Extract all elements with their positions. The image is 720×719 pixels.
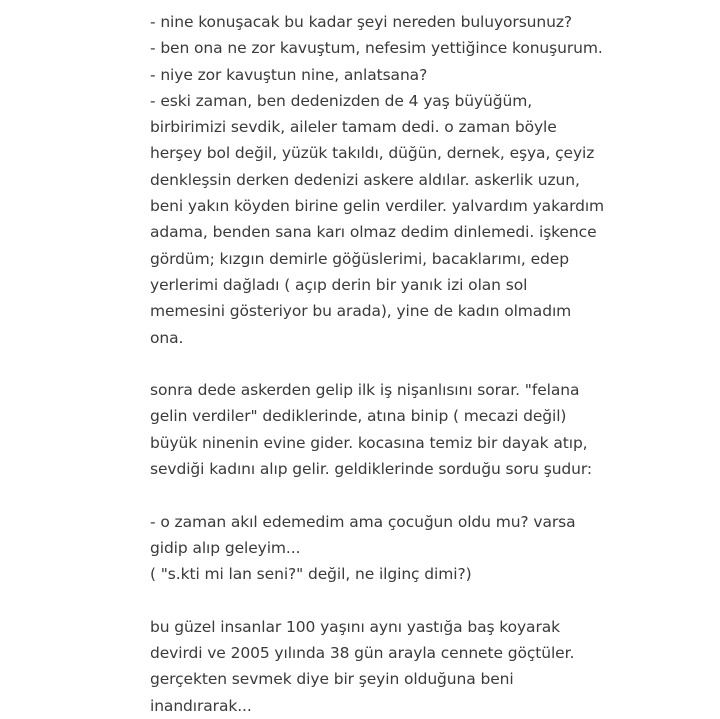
text-line: - o zaman akıl edemedim ama çocuğun oldu mu? varsa: [150, 512, 576, 531]
text-line: beni yakın köyden birine gelin verdiler. yalvardım yakardım: [150, 197, 605, 216]
text-line: gidip alıp geleyim...: [150, 538, 301, 557]
text-line: ona.: [150, 328, 184, 347]
text-line: gördüm; kızgın demirle göğüslerimi, bacaklarımı, edep: [150, 249, 569, 268]
paragraph-ending: [150, 614, 710, 719]
text-line: devirdi ve 2005 yılında 38 gün arayla cennete göçtüler.: [150, 644, 575, 663]
text-line: - eski zaman, ben dedenizden de 4 yaş büyüğüm,: [150, 91, 533, 110]
text-line: gelin verdiler" dediklerinde, atına binip ( mecazi değil): [150, 407, 567, 426]
text-line: inandırarak...: [150, 696, 252, 715]
text-line: yerlerimi dağladı ( açıp derin bir yanık izi olan sol: [150, 275, 528, 294]
text-line: denkleşsin derken dedenizi askere aldılar. askerlik uzun,: [150, 170, 580, 189]
text-line: sevdiği kadını alıp gelir. geldiklerinde sorduğu soru şudur:: [150, 460, 593, 479]
story-text: [150, 9, 710, 719]
paragraph-dialogue-intro: [150, 9, 710, 351]
paragraph-gap: [150, 482, 710, 508]
paragraph-grandfather-return: [150, 377, 710, 482]
text-line: bu güzel insanlar 100 yaşını aynı yastığa baş koyarak: [150, 617, 560, 636]
text-line: - nine konuşacak bu kadar şeyi nereden buluyorsunuz?: [150, 13, 573, 31]
text-line: - ben ona ne zor kavuştum, nefesim yettiğince konuşurum.: [150, 39, 603, 58]
paragraph-gap: [150, 351, 710, 377]
paragraph-gap: [150, 588, 710, 614]
text-line: birbirimizi sevdik, aileler tamam dedi. o zaman böyle: [150, 118, 557, 137]
paragraph-question: [150, 509, 710, 588]
text-line: - niye zor kavuştun nine, anlatsana?: [150, 65, 428, 84]
text-line: memesini gösteriyor bu arada), yine de kadın olmadım: [150, 302, 572, 321]
text-line: ( "s.kti mi lan seni?" değil, ne ilginç dimi?): [150, 565, 472, 584]
text-line: herşey bol değil, yüzük takıldı, düğün, dernek, eşya, çeyiz: [150, 144, 595, 163]
text-line: büyük ninenin evine gider. kocasına temiz bir dayak atıp,: [150, 433, 588, 452]
text-line: adama, benden sana karı olmaz dedim dinlemedi. işkence: [150, 223, 597, 242]
text-line: gerçekten sevmek diye bir şeyin olduğuna beni: [150, 670, 514, 689]
text-line: sonra dede askerden gelip ilk iş nişanlısını sorar. "felana: [150, 381, 580, 400]
